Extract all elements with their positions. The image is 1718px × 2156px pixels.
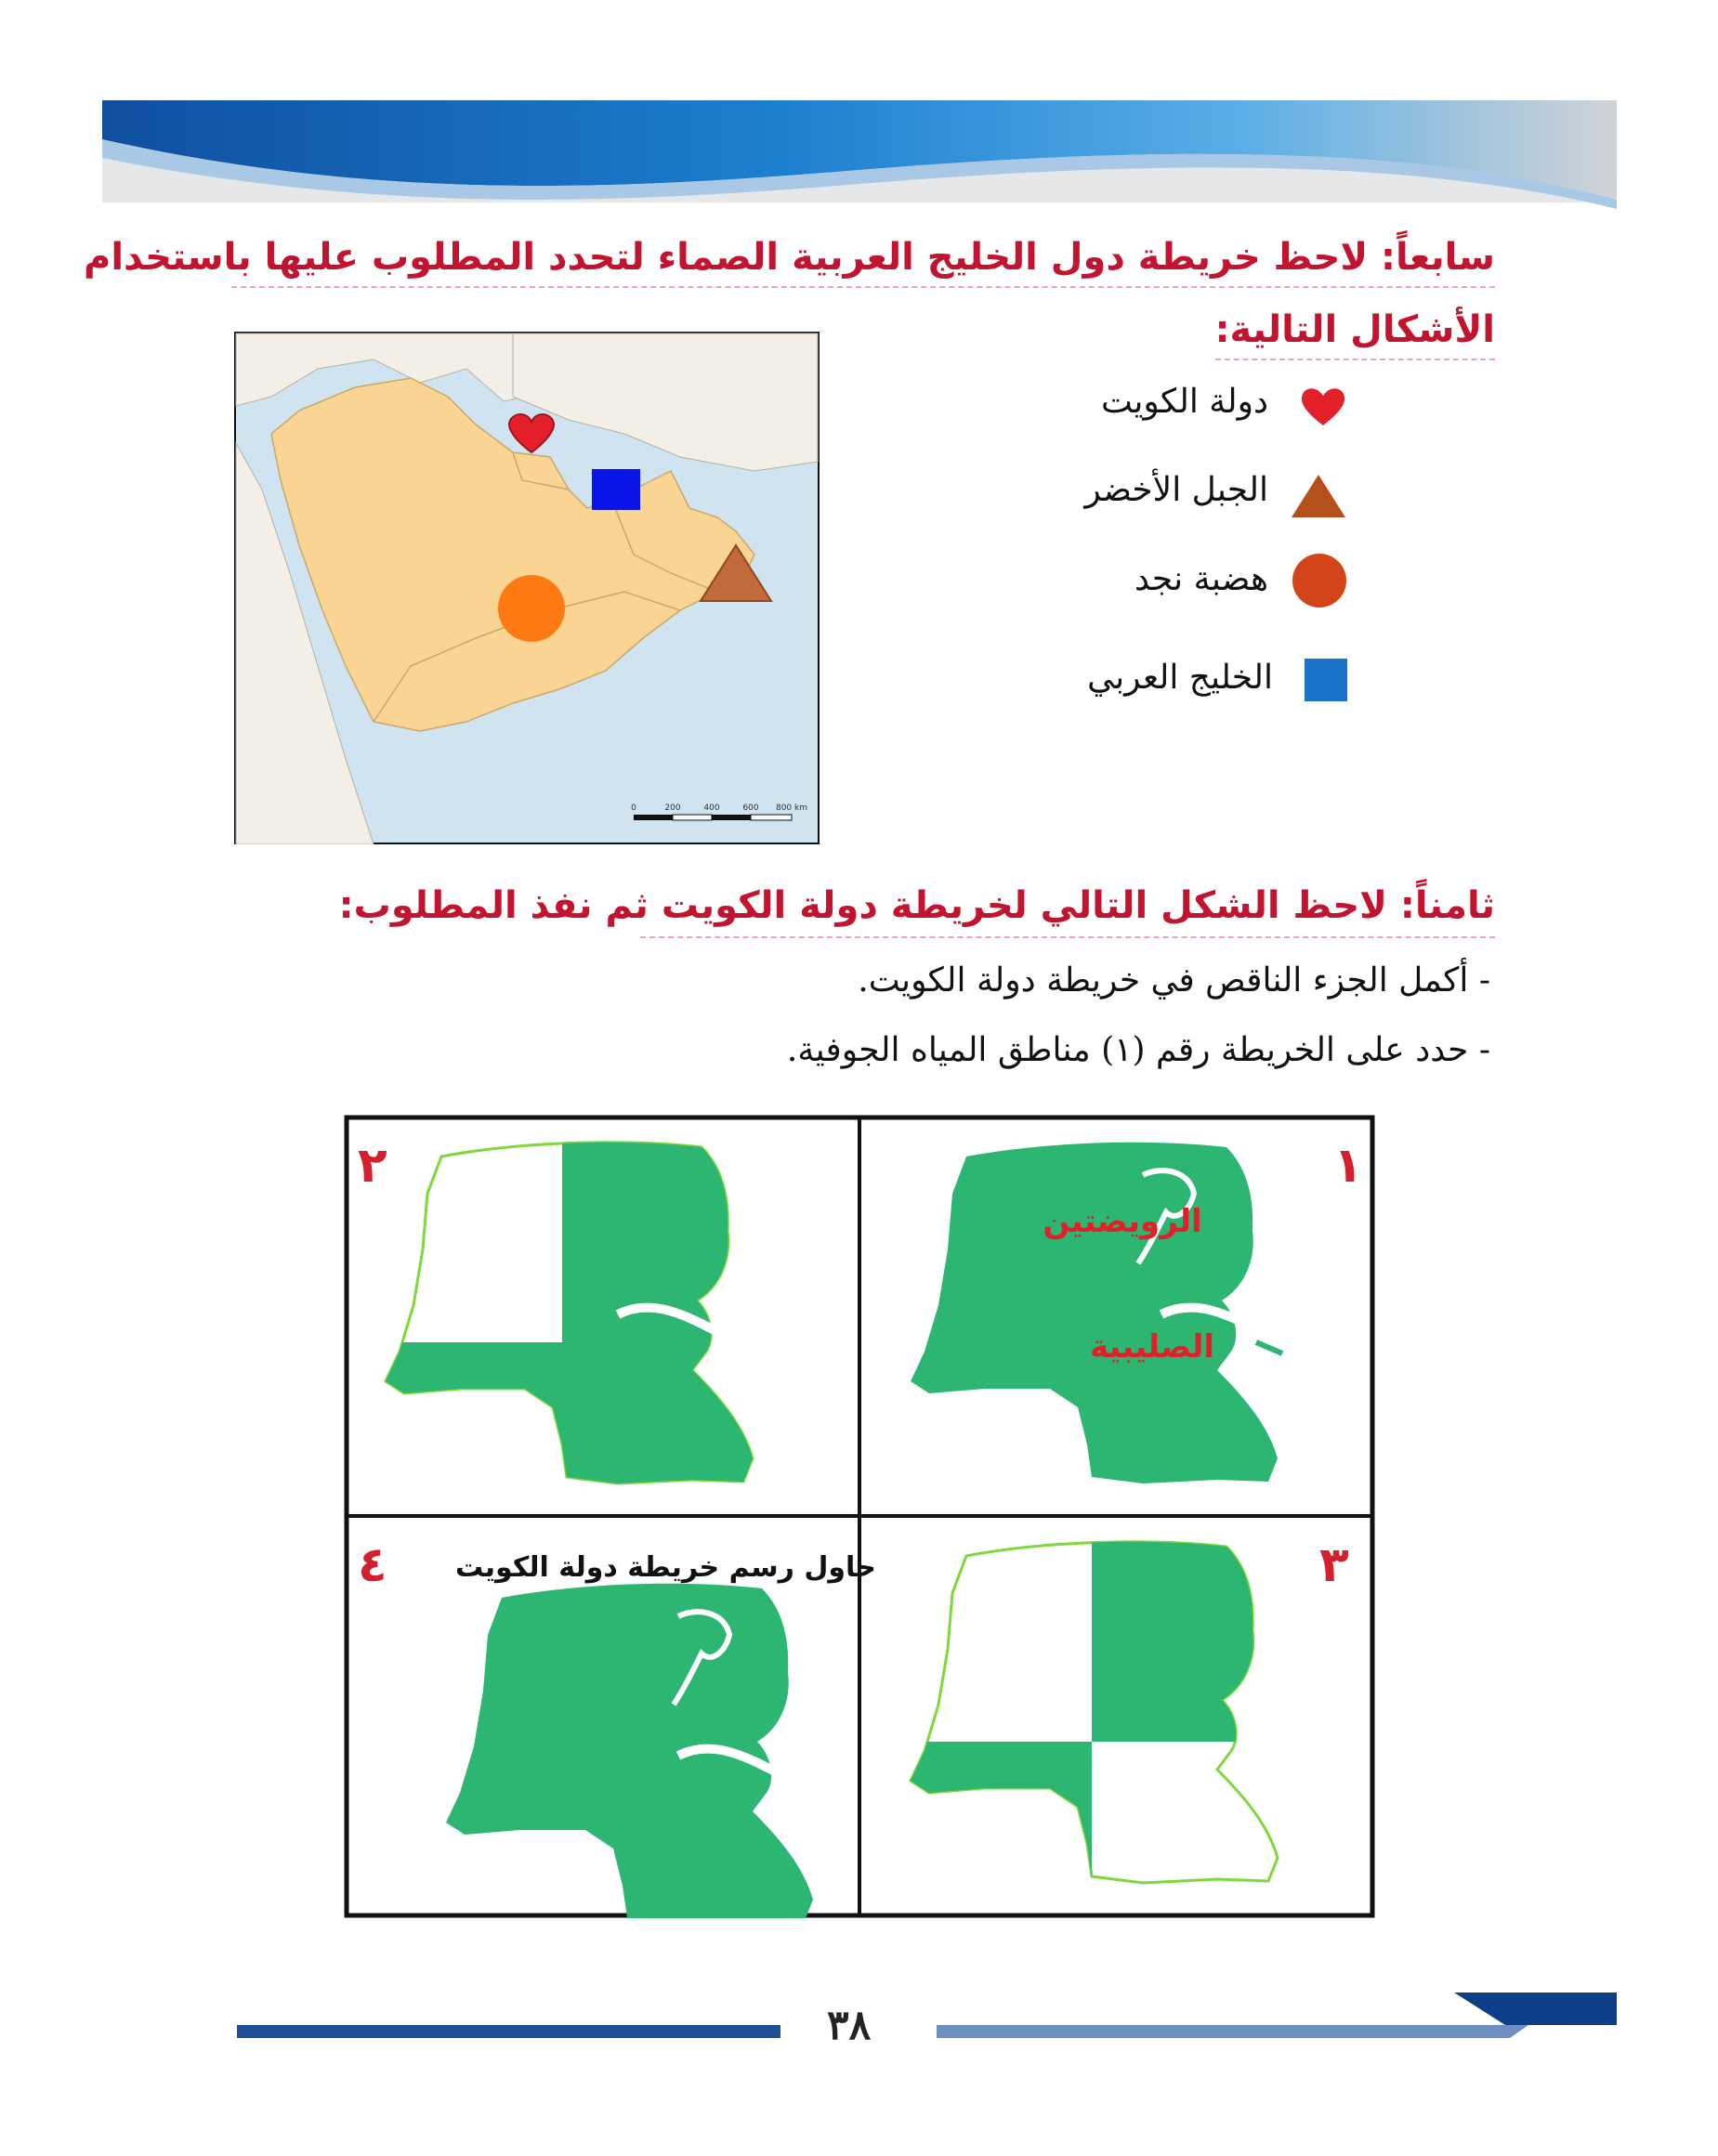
draw-prompt: حاول رسم خريطة دولة الكويت [455, 1551, 876, 1584]
map-label-sulaibiya: الصليبية [1089, 1328, 1215, 1365]
instruction-line: - حدد على الخريطة رقم (١) مناطق المياه الجوفية. [786, 1031, 1490, 1069]
legend-row-arabian-gulf [1022, 655, 1347, 711]
legend-label: دولة الكويت [1101, 383, 1268, 421]
section8-heading: ثامناً: لاحظ الشكل التالي لخريطة دولة الكويت ثم نفذ المطلوب: [640, 882, 1495, 938]
map-circle-icon [498, 575, 565, 642]
section7-heading-line2: الأشكال التالية: [1215, 307, 1495, 360]
heart-icon [1299, 385, 1347, 429]
scale-tick: 600 [742, 804, 759, 813]
map-label-rawdatain: الرويضتين [1043, 1203, 1202, 1240]
top-banner [0, 0, 1718, 223]
cell-number-3: ٣ [1319, 1537, 1349, 1593]
page-number: ٣٨ [827, 2002, 872, 2049]
legend-label: الخليج العربي [1087, 659, 1273, 697]
cell-number-4: ٤ [358, 1537, 387, 1593]
kuwait-maps-grid [344, 1115, 1375, 1918]
legend-label: هضبة نجد [1134, 560, 1268, 598]
legend-label: الجبل الأخضر [1084, 471, 1268, 509]
triangle-icon [1290, 473, 1347, 519]
scale-tick: 200 [664, 804, 681, 813]
scale-tick: 800 km [775, 804, 808, 813]
legend-row-green-mountain [1022, 469, 1347, 525]
cell-number-1: ١ [1333, 1138, 1363, 1194]
legend-row-kuwait [1022, 381, 1347, 437]
instruction-line: - أكمل الجزء الناقص في خريطة دولة الكويت. [858, 961, 1490, 1000]
square-icon [1305, 659, 1347, 701]
map-square-icon [592, 469, 640, 510]
section7-heading-line1: سابعاً: لاحظ خريطة دول الخليج العربية الصماء لتحدد المطلوب عليها باستخدام [231, 234, 1495, 288]
scale-tick: 400 [703, 804, 720, 813]
legend-row-najd-plateau [1022, 553, 1347, 612]
cell-number-2: ٢ [358, 1138, 387, 1194]
circle-icon [1292, 553, 1347, 608]
gulf-map [234, 332, 820, 844]
scale-tick: 0 [631, 804, 636, 813]
